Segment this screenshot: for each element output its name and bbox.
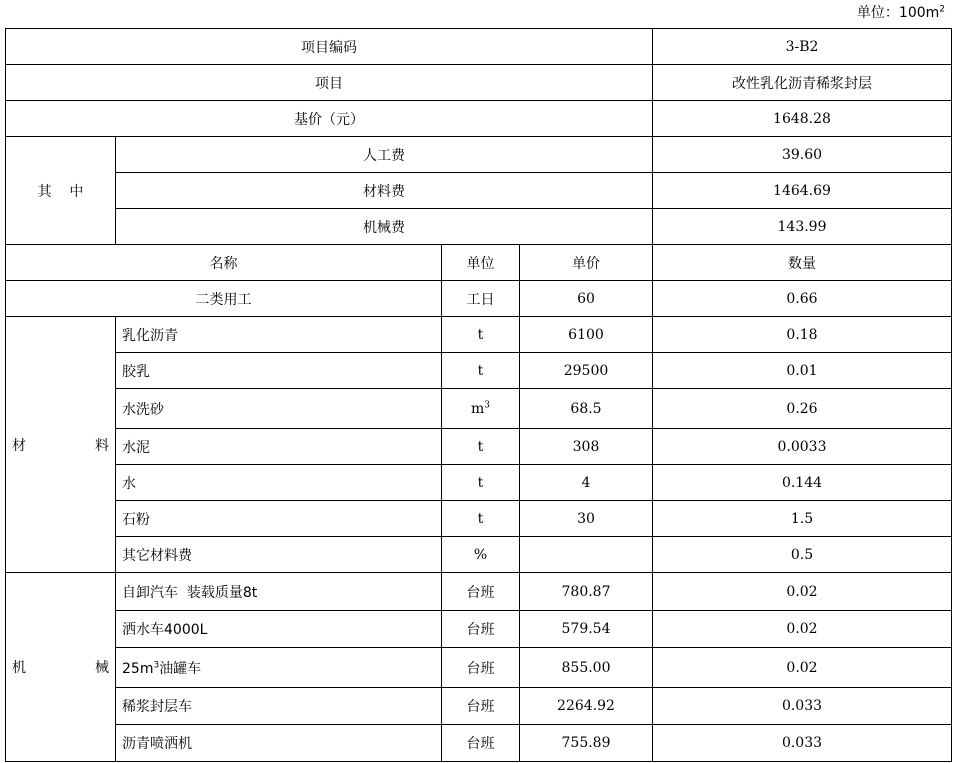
table-row: [6, 688, 952, 725]
machine-unit: 台班: [442, 648, 520, 688]
breakdown-group-a: 其: [37, 183, 52, 200]
material-name: 乳化沥青: [116, 317, 442, 353]
item-value: 改性乳化沥青稀浆封层: [653, 65, 952, 101]
material-price: [520, 537, 653, 573]
row-labor-cost: [6, 137, 952, 173]
col-header-name: 名称: [6, 245, 442, 281]
machine-name: [116, 611, 442, 648]
material-name: 石粉: [116, 501, 442, 537]
material-qty: 0.144: [653, 465, 952, 501]
machines-group-label: [6, 573, 116, 762]
row-base: [6, 101, 952, 137]
row-item: [6, 65, 952, 101]
labor-cost-value: 39.60: [653, 137, 952, 173]
material-qty: 0.5: [653, 537, 952, 573]
material-price: 30: [520, 501, 653, 537]
breakdown-group-label: [6, 137, 116, 245]
code-label: 项目编码: [6, 29, 653, 65]
machine-name: [116, 648, 442, 688]
material-name: 水洗砂: [116, 389, 442, 429]
machine-qty: 0.02: [653, 573, 952, 611]
table-row: [6, 465, 952, 501]
material-cost-value: 1464.69: [653, 173, 952, 209]
row-material-cost: [6, 173, 952, 209]
unit-sup: 2: [939, 4, 945, 15]
material-qty: 0.18: [653, 317, 952, 353]
machine-name: [116, 573, 442, 611]
machine-unit: 台班: [442, 573, 520, 611]
table-row: [6, 725, 952, 762]
material-unit: %: [442, 537, 520, 573]
table-row: [6, 648, 952, 688]
labor-cost-label: 人工费: [116, 137, 653, 173]
material-name: 水泥: [116, 429, 442, 465]
unit-note: [857, 2, 945, 22]
material-price: 29500: [520, 353, 653, 389]
labor-item-unit: 工日: [442, 281, 520, 317]
table-row: [6, 317, 952, 353]
quota-table: [5, 28, 952, 762]
material-unit: t: [442, 429, 520, 465]
machine-price: 780.87: [520, 573, 653, 611]
machine-price: 2264.92: [520, 688, 653, 725]
machine-name-text: 稀浆封层车: [122, 699, 192, 715]
machine-name: [116, 688, 442, 725]
table-row: [6, 429, 952, 465]
machine-name-text: 25m: [122, 660, 154, 677]
col-header-qty: 数量: [653, 245, 952, 281]
machine-qty: 0.02: [653, 611, 952, 648]
table-row: [6, 353, 952, 389]
labor-item-name: 二类用工: [6, 281, 442, 317]
material-qty: 1.5: [653, 501, 952, 537]
material-name: 水: [116, 465, 442, 501]
row-labor-item: [6, 281, 952, 317]
row-code: [6, 29, 952, 65]
item-label: 项目: [6, 65, 653, 101]
labor-item-qty: 0.66: [653, 281, 952, 317]
material-qty: 0.26: [653, 389, 952, 429]
material-name: 胶乳: [116, 353, 442, 389]
material-cost-label: 材料费: [116, 173, 653, 209]
machine-unit: 台班: [442, 725, 520, 762]
unit-text: 单位：100m: [856, 5, 940, 21]
machine-cost-label: 机械费: [116, 209, 653, 245]
material-unit: t: [442, 317, 520, 353]
col-header-price: 单价: [520, 245, 653, 281]
machines-group-a: 机: [12, 660, 26, 676]
machine-qty: 0.02: [653, 648, 952, 688]
machines-group-b: 械: [95, 660, 109, 676]
machine-qty: 0.033: [653, 725, 952, 762]
table-row: [6, 537, 952, 573]
machine-name-text: 洒水车4000L: [122, 622, 208, 638]
material-unit: t: [442, 353, 520, 389]
material-unit-sup: 3: [484, 399, 490, 410]
table-row: [6, 573, 952, 611]
machine-price: 579.54: [520, 611, 653, 648]
materials-group-label: [6, 317, 116, 573]
materials-group-b: 料: [95, 437, 109, 454]
material-unit: t: [442, 501, 520, 537]
material-price: 4: [520, 465, 653, 501]
base-label: 基价（元）: [6, 101, 653, 137]
col-header-unit: 单位: [442, 245, 520, 281]
material-name: 其它材料费: [116, 537, 442, 573]
table-row: [6, 389, 952, 429]
materials-group-a: 材: [12, 437, 26, 454]
machine-qty: 0.033: [653, 688, 952, 725]
material-unit: t: [442, 465, 520, 501]
material-qty: 0.01: [653, 353, 952, 389]
labor-item-price: 60: [520, 281, 653, 317]
machine-name-suffix: 油罐车: [159, 660, 202, 677]
machine-cost-value: 143.99: [653, 209, 952, 245]
row-column-headers: [6, 245, 952, 281]
machine-name-text: 沥青喷洒机: [122, 736, 192, 752]
material-price: 6100: [520, 317, 653, 353]
table-row: [6, 611, 952, 648]
machine-unit: 台班: [442, 611, 520, 648]
material-price: 68.5: [520, 389, 653, 429]
base-value: 1648.28: [653, 101, 952, 137]
code-value: 3-B2: [653, 29, 952, 65]
machine-name: [116, 725, 442, 762]
material-unit-base: m: [470, 400, 485, 417]
machine-unit: 台班: [442, 688, 520, 725]
material-qty: 0.0033: [653, 429, 952, 465]
breakdown-group-b: 中: [69, 183, 84, 200]
material-unit: [442, 389, 520, 429]
row-machine-cost: [6, 209, 952, 245]
machine-name-text: 自卸汽车 装载质量8t: [122, 584, 258, 601]
machine-price: 855.00: [520, 648, 653, 688]
machine-price: 755.89: [520, 725, 653, 762]
machine-name-sup: 3: [153, 659, 160, 670]
table-row: [6, 501, 952, 537]
material-price: 308: [520, 429, 653, 465]
